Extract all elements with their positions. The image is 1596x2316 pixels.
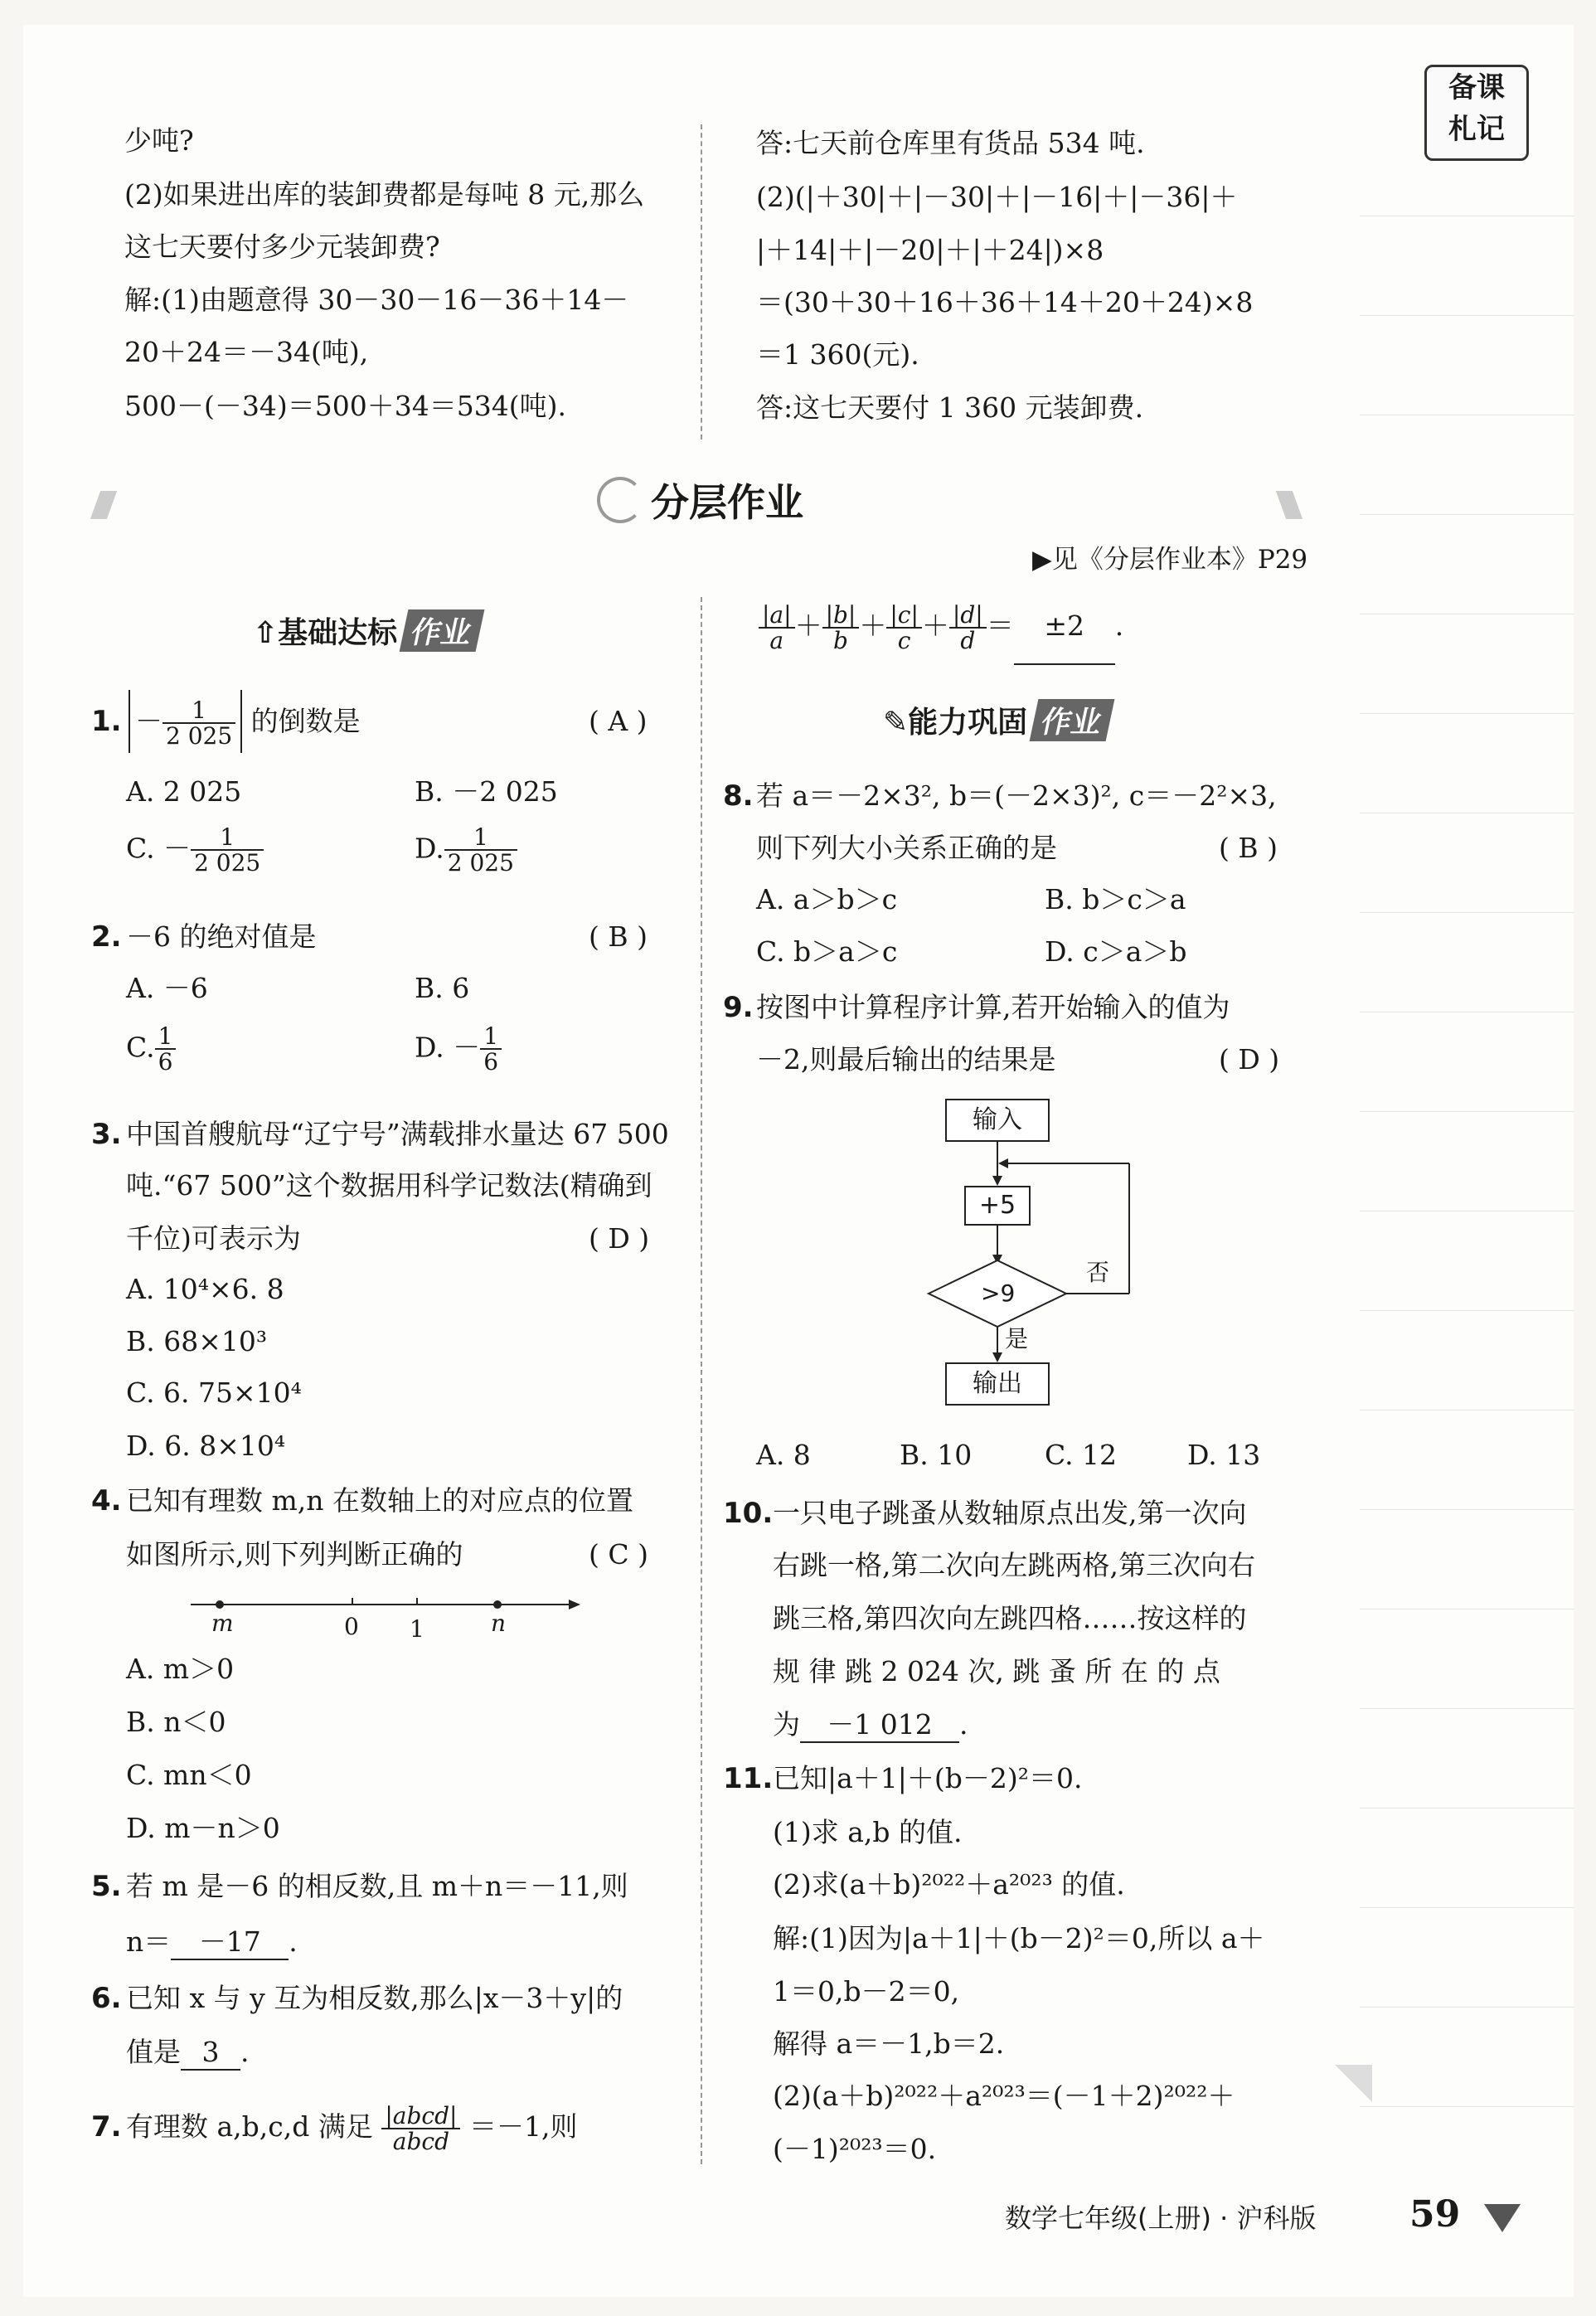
q8-line2: 则下列大小关系正确的是 (756, 832, 1057, 864)
q5-line2: n＝ －17 . (126, 1925, 298, 1960)
q11-line5: 1＝0,b－2＝0, (773, 1975, 960, 2008)
q4-line1: 已知有理数 m,n 在数轴上的对应点的位置 (126, 1484, 634, 1517)
flow-compare: >9 (981, 1279, 1016, 1307)
q3-answer: ( D ) (589, 1222, 650, 1255)
q6-line1: 已知 x 与 y 互为相反数,那么|x－3＋y|的 (126, 1982, 623, 2014)
q11-line8: (－1)²⁰²³＝0. (773, 2133, 937, 2165)
q4-option-d: D. m－n＞0 (126, 1812, 280, 1844)
top-left-6: 500－(－34)＝500＋34＝534(吨). (124, 390, 566, 422)
top-right-6: 答:这七天要付 1 360 元装卸费. (756, 391, 1144, 424)
q6-line2: 值是 3 . (126, 2036, 250, 2071)
q8-option-c: C. b＞a＞c (756, 935, 898, 968)
flow-yes-label: 是 (1005, 1325, 1029, 1352)
axis-label-n: n (491, 1610, 507, 1637)
top-right-1: 答:七天前仓库里有货品 534 吨. (756, 127, 1145, 159)
q4-number: 4. (91, 1484, 122, 1517)
q2-number: 2. (91, 920, 122, 954)
flow-output-box: 输出 (945, 1362, 1050, 1406)
axis-label-0: 0 (344, 1613, 359, 1640)
notes-seal: 备课 札记 (1424, 65, 1529, 161)
q2-option-a: A. －6 (126, 972, 208, 1004)
q7-line1: 有理数 a,b,c,d 满足 $\frac{\text{|abcd|}}{\text{abcd}}$ ＝－1,则 (126, 2101, 578, 2155)
q9-option-a: A. 8 (756, 1439, 811, 1471)
q1-stem: － $\frac{1}{2 025}$ 的倒数是 (129, 687, 361, 756)
top-left-2: (2)如果进出库的装卸费都是每吨 8 元,那么 (124, 178, 645, 211)
top-left-5: 20＋24＝－34(吨), (124, 336, 369, 368)
q2-option-d: D. － $\frac{1}{6}$ (415, 1024, 502, 1075)
q8-option-d: D. c＞a＞b (1045, 935, 1187, 968)
arrow-up-icon: ⇧ (253, 616, 279, 650)
top-left-1: 少吨? (124, 124, 194, 157)
q2-option-c: C. $\frac{1}{6}$ (126, 1024, 176, 1075)
q1-number: 1. (91, 705, 122, 738)
q10-line5: 为 －1 012 . (773, 1708, 968, 1743)
top-right-5: ＝1 360(元). (756, 338, 919, 371)
q8-option-b: B. b＞c＞a (1045, 883, 1186, 915)
top-right-4: ＝(30＋30＋16＋36＋14＋20＋24)×8 (756, 286, 1254, 318)
q4-line2: 如图所示,则下列判断正确的 (126, 1538, 463, 1571)
q1-option-b: B. －2 025 (415, 775, 558, 808)
q9-answer: ( D ) (1219, 1043, 1280, 1075)
q4-option-a: A. m＞0 (126, 1653, 235, 1685)
q10-line3: 跳三格,第四次向左跳四格……按这样的 (773, 1602, 1247, 1634)
q9-line1: 按图中计算程序计算,若开始输入的值为 (756, 991, 1230, 1023)
q10-line1: 一只电子跳蚤从数轴原点出发,第一次向 (773, 1497, 1247, 1529)
q9-line2: －2,则最后输出的结果是 (756, 1043, 1056, 1075)
top-left-3: 这七天要付多少元装卸费? (124, 231, 440, 263)
q11-line4: 解:(1)因为|a＋1|＋(b－2)²＝0,所以 a＋ (773, 1922, 1265, 1954)
q5-line1: 若 m 是－6 的相反数,且 m＋n＝－11,则 (126, 1870, 628, 1902)
number-line (187, 1588, 585, 1646)
flow-add-box: +5 (964, 1186, 1031, 1226)
q2-answer: ( B ) (589, 920, 648, 953)
q10-line4: 规 律 跳 2 024 次, 跳 蚤 所 在 的 点 (773, 1655, 1220, 1687)
axis-label-m: m (211, 1610, 234, 1637)
q4-answer: ( C ) (589, 1538, 648, 1571)
top-right-2: (2)(|＋30|＋|－30|＋|－16|＋|－36|＋ (756, 181, 1238, 213)
column-divider-top (701, 124, 702, 439)
top-left-4: 解:(1)由题意得 30－30－16－36＋14－ (124, 284, 629, 316)
q11-number: 11. (723, 1762, 774, 1795)
q11-line7: (2)(a＋b)²⁰²²＋a²⁰²³＝(－1＋2)²⁰²²＋ (773, 2080, 1235, 2112)
header-ability: ✎能力巩固 作业 (883, 699, 1110, 741)
flow-no-label: 否 (1086, 1259, 1110, 1286)
q5-number: 5. (91, 1870, 122, 1903)
q3-line2: 吨.“67 500”这个数据用科学记数法(精确到 (126, 1169, 652, 1202)
q9-option-c: C. 12 (1045, 1439, 1118, 1471)
q9-number: 9. (723, 991, 754, 1024)
q6-number: 6. (91, 1982, 122, 2015)
q11-line3: (2)求(a＋b)²⁰²²＋a²⁰²³ 的值. (773, 1868, 1125, 1901)
section-ref: ▶见《分层作业本》P29 (1032, 545, 1308, 575)
q3-option-a: A. 10⁴×6. 8 (126, 1273, 284, 1305)
flow-input-box: 输入 (945, 1099, 1050, 1142)
q1-option-c: C. － $\frac{1}{2 025}$ (126, 825, 264, 876)
q1-option-d: D. $\frac{1}{2 025}$ (415, 825, 517, 876)
q7-number: 7. (91, 2110, 122, 2144)
section-swirl-icon (597, 477, 643, 523)
q4-option-c: C. mn＜0 (126, 1759, 252, 1791)
q7-continuation: $\frac{|a|}{a}$ ＋ $\frac{|b|}{b}$ ＋ $\frac{|c|}{c}$ ＋ $\frac{|d|}{d}$ ＝ ±2 . (759, 589, 1123, 665)
axis-label-1: 1 (410, 1615, 424, 1643)
q9-option-d: D. 13 (1187, 1439, 1261, 1471)
q9-option-b: B. 10 (900, 1439, 973, 1471)
footer-book-title: 数学七年级(上册) · 沪科版 (1005, 2202, 1317, 2234)
q3-line1: 中国首艘航母“辽宁号”满载排水量达 67 500 (126, 1118, 669, 1150)
q3-option-d: D. 6. 8×10⁴ (126, 1430, 286, 1462)
q11-line6: 解得 a＝－1,b＝2. (773, 2027, 1005, 2060)
page-number: 59 (1409, 2193, 1461, 2236)
q8-line1: 若 a＝－2×3², b＝(－2×3)², c＝－2²×3, (756, 779, 1277, 812)
q8-number: 8. (723, 779, 754, 813)
q1-answer: ( A ) (589, 705, 648, 737)
q3-line3: 千位)可表示为 (126, 1222, 301, 1255)
q4-option-b: B. n＜0 (126, 1706, 226, 1738)
q8-option-a: A. a＞b＞c (756, 883, 898, 915)
q3-option-c: C. 6. 75×10⁴ (126, 1376, 302, 1409)
q11-line1: 已知|a＋1|＋(b－2)²＝0. (773, 1762, 1083, 1794)
top-right-3: |＋14|＋|－20|＋|＋24|)×8 (756, 234, 1104, 266)
q8-answer: ( B ) (1219, 832, 1278, 864)
q11-line2: (1)求 a,b 的值. (773, 1816, 963, 1848)
q10-line2: 右跳一格,第二次向左跳两格,第三次向右 (773, 1549, 1255, 1581)
pencil-icon: ✎ (883, 706, 909, 740)
section-title: 分层作业 (651, 480, 803, 525)
q3-option-b: B. 68×10³ (126, 1325, 268, 1357)
q1-option-a: A. 2 025 (126, 775, 242, 808)
column-divider-main (701, 597, 702, 2164)
q2-option-b: B. 6 (415, 972, 470, 1004)
q10-number: 10. (723, 1497, 774, 1530)
header-basic: ⇧基础达标 作业 (253, 609, 480, 652)
footer-ornament-icon (1484, 2204, 1521, 2232)
q2-stem: －6 的绝对值是 (126, 920, 317, 953)
q3-number: 3. (91, 1118, 122, 1151)
corner-triangle (1335, 2065, 1372, 2102)
